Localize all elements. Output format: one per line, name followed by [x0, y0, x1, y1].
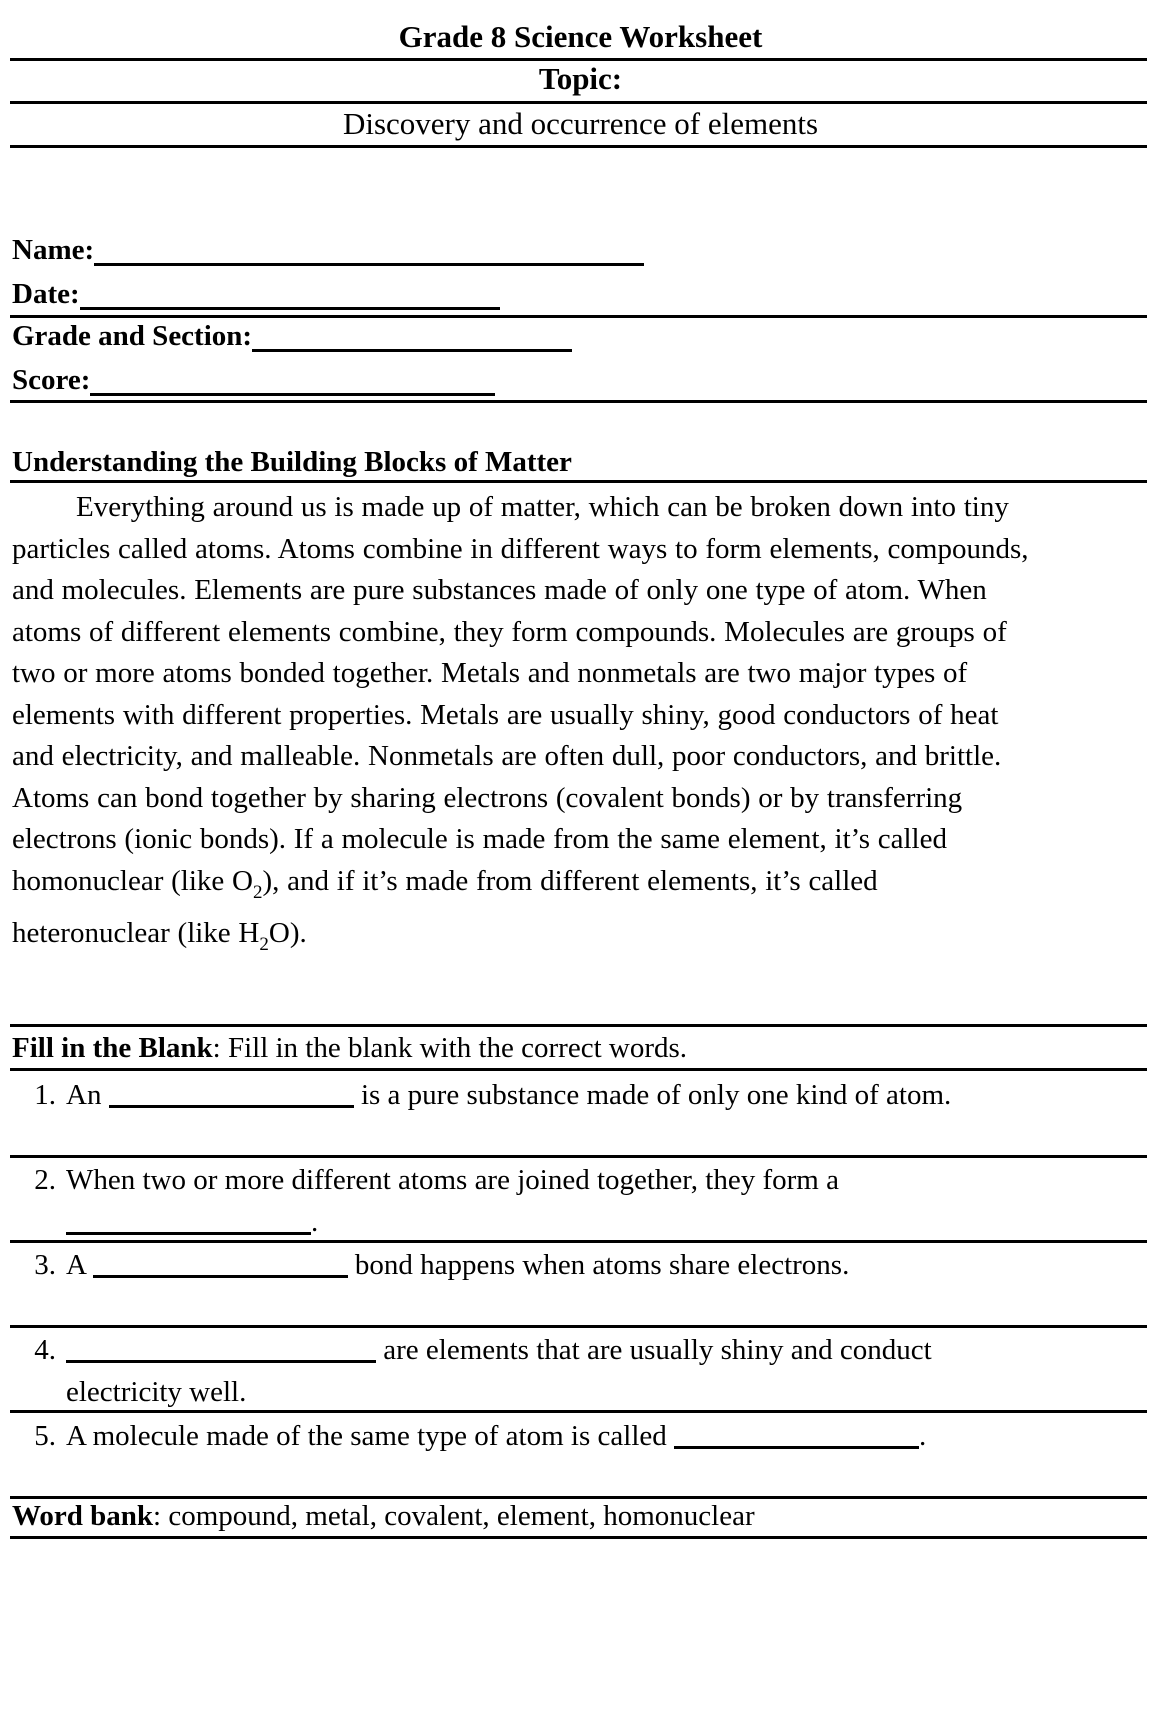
question-3-text	[66, 1245, 1042, 1287]
word-bank-rule	[10, 1536, 1147, 1539]
reading-body-part2: ), and if it’s made from different elements, it’s called heteronuclear (like H	[12, 864, 878, 949]
fill-in-the-blank-heading	[12, 1032, 687, 1064]
question-3-after: bond happens when atoms share electrons.	[354, 1249, 850, 1281]
reading-body-part3: O).	[268, 916, 307, 949]
reading-body-part1: Everything around us is made up of matter, which can be broken down into tiny particles called atoms. Atoms combine in different ways to form elements, compounds, and molecules. Elements are pure substances made of only one type of atom. When atoms of different elements combine, they form compounds. Molecules are groups of two or more atoms bonded together. Metals and nonmetals are two major types of elements with different properties. Metals are usually shiny, good conductors of heat and electricity, and malleable. Nonmetals are often dull, poor conductors, and brittle. Atoms can bond together by sharing electrons (covalent bonds) or by transferring electrons (ionic bonds). If a molecule is made from the same element, it’s called homonuclear (like O	[12, 491, 1029, 897]
header-rule-2	[10, 101, 1147, 104]
reading-heading: Understanding the Building Blocks of Matter	[12, 446, 572, 478]
question-2-number: 2.	[34, 1164, 56, 1196]
question-3-blank[interactable]	[93, 1250, 348, 1278]
question-5-text	[66, 1416, 1042, 1458]
word-bank	[12, 1500, 755, 1532]
question-4-rule	[10, 1410, 1147, 1413]
field-date-label: Date:	[12, 278, 80, 310]
question-5-before: A molecule made of the same type of atom is called	[66, 1420, 667, 1452]
question-4-after: are elements that are usually shiny and conduct electricity well.	[66, 1334, 932, 1408]
question-3-rule	[10, 1325, 1147, 1328]
question-2-after: .	[311, 1205, 319, 1238]
topic-label: Topic:	[538, 61, 623, 96]
question-3	[12, 1245, 1042, 1287]
field-date-rule	[10, 315, 1147, 318]
question-5-after: .	[919, 1420, 927, 1452]
field-score	[12, 364, 495, 396]
field-date	[12, 278, 500, 310]
header-rule-3	[10, 145, 1147, 148]
question-1-before: An	[66, 1079, 102, 1111]
question-1-rule	[10, 1155, 1147, 1158]
word-bank-words: compound, metal, covalent, element, homonuclear	[168, 1500, 755, 1532]
word-bank-label: Word bank	[12, 1500, 154, 1532]
field-grade-section	[12, 320, 572, 352]
question-5	[12, 1416, 1042, 1458]
question-1-blank[interactable]	[109, 1080, 354, 1108]
question-4-text	[66, 1330, 1042, 1413]
field-name-input[interactable]	[94, 237, 644, 266]
question-5-blank[interactable]	[674, 1421, 919, 1449]
question-3-number: 3.	[34, 1249, 56, 1281]
reading-paragraph	[12, 487, 1042, 965]
question-5-number: 5.	[34, 1420, 56, 1452]
question-1-number: 1.	[34, 1079, 56, 1111]
subscript-h2o: 2	[259, 933, 269, 955]
field-grade-section-label: Grade and Section:	[12, 320, 253, 352]
question-4-blank[interactable]	[66, 1335, 376, 1363]
field-score-rule	[10, 400, 1147, 403]
question-5-rule	[10, 1496, 1147, 1499]
reading-heading-rule	[10, 480, 1147, 483]
field-date-input[interactable]	[80, 281, 500, 310]
fill-in-the-blank-heading-rest: : Fill in the blank with the correct words.	[212, 1032, 688, 1064]
field-score-label: Score:	[12, 364, 91, 396]
question-1	[12, 1075, 1042, 1117]
word-bank-separator: :	[153, 1500, 169, 1532]
question-2-rule	[10, 1240, 1147, 1243]
question-4	[12, 1330, 1042, 1413]
topic-value: Discovery and occurrence of elements	[342, 106, 819, 141]
field-score-input[interactable]	[90, 367, 495, 396]
subscript-o2: 2	[252, 881, 263, 903]
question-4-number: 4.	[34, 1334, 56, 1366]
reading-end-rule	[10, 1024, 1147, 1027]
question-2	[12, 1160, 1042, 1243]
question-2-blank[interactable]	[66, 1207, 311, 1235]
page-title: Grade 8 Science Worksheet	[398, 19, 763, 54]
question-2-text	[66, 1160, 1042, 1243]
question-3-before: A	[66, 1249, 86, 1281]
field-name	[12, 234, 644, 266]
question-1-after: is a pure substance made of only one kind of atom.	[360, 1079, 952, 1111]
field-name-label: Name:	[12, 234, 95, 266]
field-grade-section-input[interactable]	[252, 323, 572, 352]
question-1-text	[66, 1075, 1042, 1117]
question-2-before: When two or more different atoms are joined together, they form a	[66, 1164, 839, 1196]
fill-in-the-blank-heading-bold: Fill in the Blank	[12, 1032, 213, 1064]
fill-in-the-blank-rule	[10, 1068, 1147, 1071]
